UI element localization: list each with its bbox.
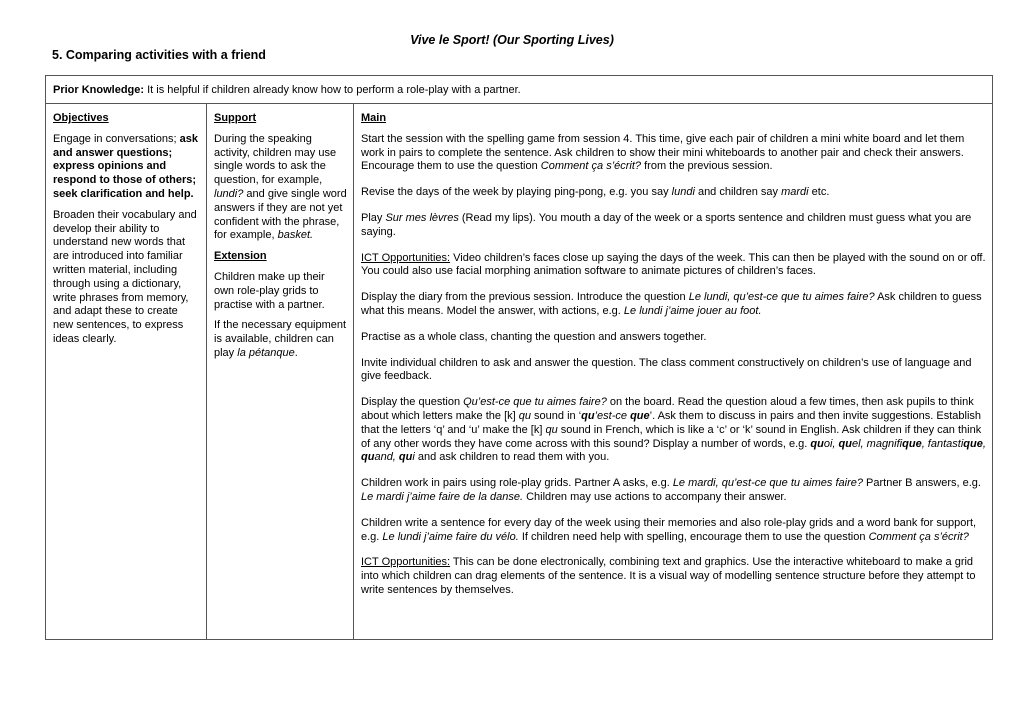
main-french: el, magnifi: [851, 437, 903, 450]
main-french: qu: [545, 423, 558, 436]
support-text-basket: basket.: [277, 229, 314, 242]
main-french: oi,: [823, 437, 839, 450]
objective-conversations: [53, 133, 200, 202]
main-para-pingpong: [361, 186, 986, 200]
extension-text-2c: .: [294, 346, 298, 359]
main-french-bold: qu: [398, 451, 413, 464]
main-french-bold: qu: [838, 437, 852, 450]
main-text: Children write a sentence for every day of the week using their memories and also role-play grids and a word bank for support, e.g.: [361, 516, 977, 543]
main-text: sound in ‘: [531, 409, 582, 422]
main-french: Comment ça s’écrit?: [868, 530, 969, 543]
main-french: Le lundi j’aime faire du vélo.: [382, 530, 519, 543]
main-french-bold: qu: [810, 437, 824, 450]
main-french: and,: [374, 451, 399, 464]
lesson-plan-table: [45, 75, 993, 640]
main-para-pairs: [361, 477, 986, 505]
main-text: sound in French, which is like a ‘c’ or ‘k’ sound in English. Ask children if they can think of any other words they have come across with this sound? Display a number of words, e.g.: [361, 423, 982, 450]
main-french: Le mardi, qu’est-ce que tu aimes faire?: [672, 477, 863, 490]
main-text: Start the session with the spelling game from session 4. This time, give each pair of children a mini white board and let them work in pairs to complete the sentence. Ask children to show their mini whiteboards to another pair and check their answers. Encourage them to use the question: [361, 132, 965, 173]
main-text: This can be done electronically, combining text and graphics. Use the interactive whiteboard to make a grid into which children can drag elements of the sentence. It is a visual way of modelling sentence structure before they attempt to write sentences by themselves.: [361, 556, 976, 596]
main-french-bold: qu: [361, 451, 375, 464]
main-french: Comment ça s’écrit?: [540, 160, 642, 173]
main-french: ,: [982, 437, 986, 450]
lesson-heading: 5. Comparing activities with a friend: [52, 48, 266, 62]
main-text: from the previous session.: [641, 160, 773, 173]
main-text: Children may use actions to accompany their answer.: [523, 490, 787, 503]
main-text: ’. Ask them to discuss in pairs and then invite suggestions. Establish that the letters ‘q’ and ‘u’ make the [k]: [361, 409, 982, 436]
main-french: , fantasti: [921, 437, 964, 450]
main-para-diary: [361, 291, 986, 319]
main-french: lundi: [671, 186, 695, 199]
support-text-lundi: lundi?: [214, 187, 244, 200]
main-text: If children need help with spelling, encourage them to use the question: [518, 530, 869, 543]
main-french: qu: [518, 409, 531, 422]
main-para-write: [361, 517, 986, 545]
prior-knowledge-label: Prior Knowledge:: [53, 84, 145, 96]
main-para-ict-whiteboard: [361, 556, 986, 597]
main-text: Ask children to guess what this means. Model the answer, with actions, e.g.: [361, 291, 982, 317]
support-text: [214, 133, 347, 243]
prior-knowledge-text: It is helpful if children already know how to perform a role-play with a partner.: [144, 84, 521, 96]
prior-knowledge-row: [46, 76, 992, 104]
main-french: Qu’est-ce que tu aimes faire?: [463, 396, 607, 409]
main-french: mardi: [781, 186, 809, 199]
main-text: and ask children to read them with you.: [414, 451, 610, 464]
main-text: Display the question: [361, 396, 464, 409]
main-french: Sur mes lèvres: [385, 211, 459, 224]
main-text: Children work in pairs using role-play grids. Partner A asks, e.g.: [361, 477, 673, 490]
main-french-bold: que: [902, 437, 922, 450]
main-text: (Read my lips). You mouth a day of the week or a sports sentence and children must guess what you are saying.: [361, 211, 972, 238]
main-text: etc.: [808, 186, 830, 199]
main-para-lips: [361, 212, 986, 240]
main-french: ’est-ce: [594, 409, 631, 422]
ict-label: ICT Opportunities:: [361, 556, 451, 569]
extension-text-2a: If the necessary equipment is available, children can play: [214, 319, 347, 359]
objective-conversations-bold: ask and answer questions; express opinions and respond to those of others; seek clarification and help.: [53, 132, 198, 200]
main-french: i: [412, 451, 415, 464]
main-para-qu-sound: [361, 396, 986, 465]
main-text: and children say: [694, 186, 782, 199]
main-text: Video children’s faces close up saying the days of the week. This can then be played with the sound on or off. You could also use facial morphing animation software to animate pictures of children’s faces.: [361, 251, 986, 278]
main-french: Le lundi, qu’est-ce que tu aimes faire?: [688, 291, 875, 304]
main-text: Display the diary from the previous session. Introduce the question: [361, 291, 689, 304]
objective-vocabulary: Broaden their vocabulary and develop their ability to understand new words that are introduced into familiar written material, including through using a dictionary, write phrases from memory, and adapt these to create new sentences, to express ideas clearly.: [53, 208, 197, 345]
ict-label: ICT Opportunities:: [361, 251, 451, 264]
main-french: Le mardi j’aime faire de la danse.: [361, 490, 524, 503]
extension-text-2: [214, 319, 347, 360]
main-text: Revise the days of the week by playing ping-pong, e.g. you say: [361, 186, 672, 199]
main-column: [354, 104, 992, 639]
extension-petanque: la pétanque: [237, 346, 295, 359]
main-text: on the board. Read the question aloud a few times, then ask pupils to think about which letters make the [k]: [361, 396, 974, 422]
main-para-ict-video: [361, 252, 986, 280]
main-text: Play: [361, 211, 386, 224]
support-heading: Support: [214, 112, 257, 124]
main-text: Partner B answers, e.g.: [862, 477, 981, 490]
extension-text-1: Children make up their own role-play grids to practise with a partner.: [214, 270, 325, 311]
objective-conversations-plain: Engage in conversations;: [53, 132, 180, 145]
support-text-c: and give single word answers if they are not yet confident with the phrase, for example,: [214, 187, 347, 242]
support-column: [207, 104, 354, 639]
objectives-column: [46, 104, 207, 639]
main-para-spelling: [361, 133, 986, 174]
document-title: Vive le Sport! (Our Sporting Lives): [410, 33, 614, 47]
extension-heading: Extension: [214, 250, 267, 263]
main-para-invite: Invite individual children to ask and answer the question. The class comment constructively on children’s use of language and give feedback.: [361, 356, 972, 383]
main-french-bold: que: [963, 437, 983, 450]
main-para-practise: Practise as a whole class, chanting the question and answers together.: [361, 330, 707, 343]
support-text-a: During the speaking activity, children may use single words to ask the question, for example,: [214, 132, 337, 187]
main-french-bold: qu: [581, 409, 595, 422]
objectives-heading: Objectives: [53, 112, 109, 124]
main-french-bold: que: [630, 409, 650, 422]
main-heading: Main: [361, 112, 387, 124]
main-french: Le lundi j’aime jouer au foot.: [623, 304, 762, 317]
